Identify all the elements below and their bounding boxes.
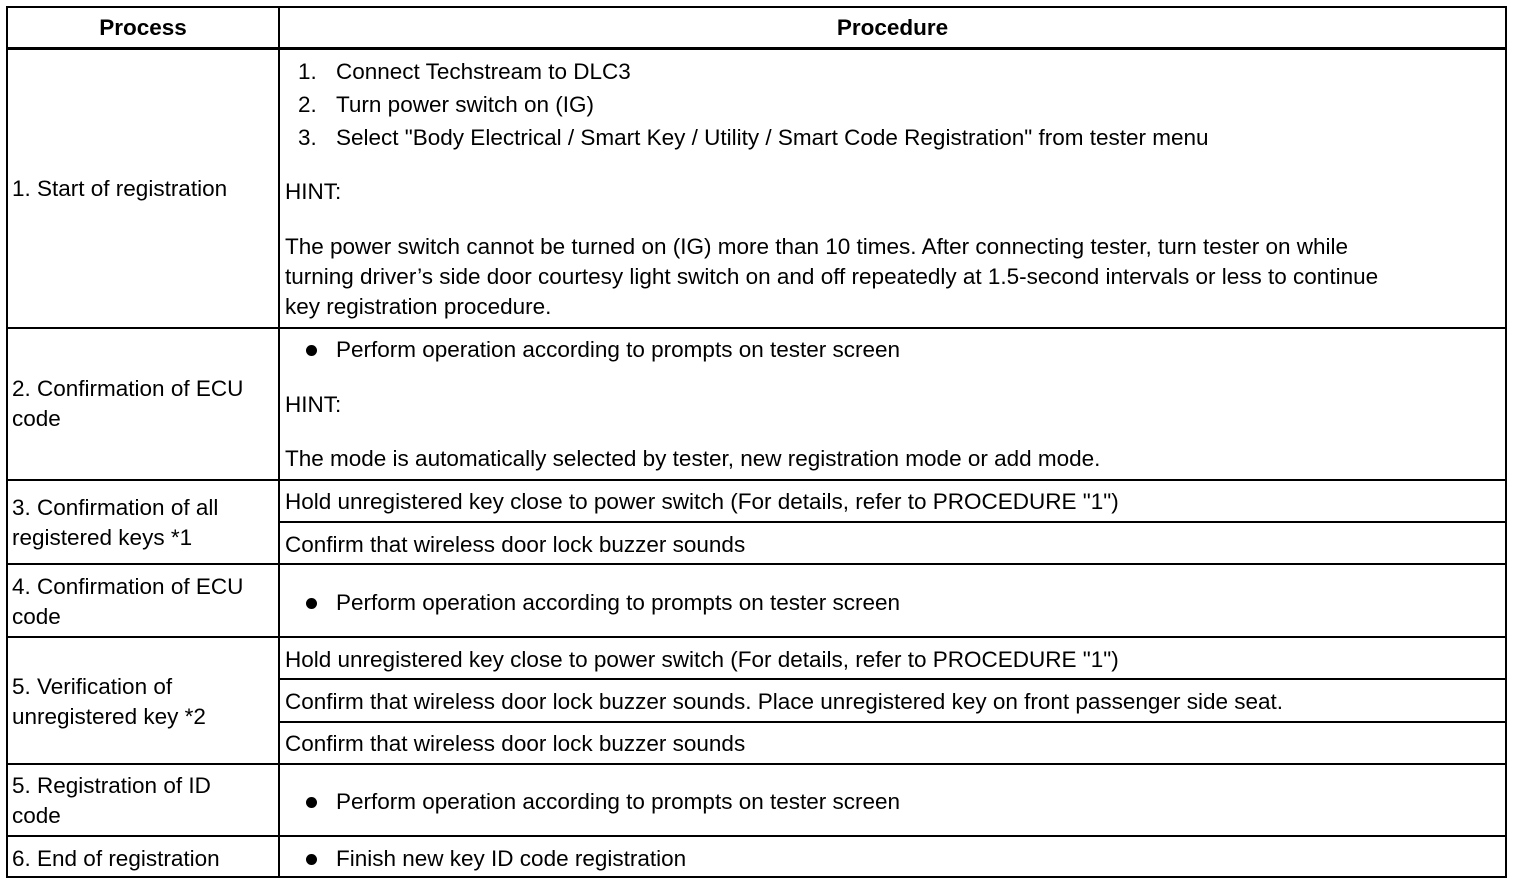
process-cell: 2. Confirmation of ECU (12, 376, 244, 401)
header-procedure: Procedure (836, 15, 949, 40)
header-divider (8, 47, 1505, 50)
bullet-text: Perform operation according to prompts on tester screen (336, 590, 901, 615)
step-number: 3. (298, 125, 317, 150)
procedure-text: Hold unregistered key close to power switch (For details, refer to PROCEDURE "1") (285, 489, 1119, 514)
process-cell: unregistered key *2 (12, 704, 206, 729)
process-cell: 3. Confirmation of all (12, 495, 219, 520)
hint-text: The power switch cannot be turned on (IG) more than 10 times. After connecting tester, turn tester on while (285, 234, 1349, 259)
process-cell: code (12, 406, 61, 431)
step-text: Turn power switch on (IG) (336, 92, 594, 117)
row-divider (8, 327, 1505, 329)
procedure-text: Confirm that wireless door lock buzzer sounds (285, 731, 746, 756)
row-divider (8, 563, 1505, 565)
step-text: Connect Techstream to DLC3 (336, 59, 631, 84)
process-cell: code (12, 604, 61, 629)
bullet-text: Perform operation according to prompts on tester screen (336, 789, 901, 814)
bullet-icon (306, 345, 317, 356)
procedure-text: Confirm that wireless door lock buzzer sounds (285, 532, 746, 557)
row-divider (8, 636, 1505, 638)
hint-text: The mode is automatically selected by tester, new registration mode or add mode. (285, 446, 1101, 471)
row-divider (8, 835, 1505, 837)
hint-text: key registration procedure. (285, 294, 552, 319)
step-number: 2. (298, 92, 317, 117)
hint-label: HINT: (285, 179, 342, 204)
procedure-text: Confirm that wireless door lock buzzer sounds. Place unregistered key on front passenger side seat. (285, 689, 1284, 714)
column-divider (278, 8, 280, 876)
process-cell: 4. Confirmation of ECU (12, 574, 244, 599)
sub-row-divider (278, 721, 1505, 723)
process-cell: code (12, 803, 61, 828)
process-cell: 6. End of registration (12, 846, 220, 871)
procedure-text: Hold unregistered key close to power switch (For details, refer to PROCEDURE "1") (285, 647, 1119, 672)
step-text: Select "Body Electrical / Smart Key / Utility / Smart Code Registration" from tester menu (336, 125, 1209, 150)
sub-row-divider (278, 521, 1505, 523)
row-divider (8, 479, 1505, 481)
process-cell: registered keys *1 (12, 525, 193, 550)
row-divider (8, 763, 1505, 765)
step-number: 1. (298, 59, 317, 84)
hint-label: HINT: (285, 392, 342, 417)
bullet-text: Perform operation according to prompts on tester screen (336, 337, 901, 362)
header-process: Process (99, 15, 187, 40)
sub-row-divider (278, 678, 1505, 680)
procedure-table (6, 6, 1507, 878)
bullet-text: Finish new key ID code registration (336, 846, 687, 871)
process-cell: 1. Start of registration (12, 176, 228, 201)
bullet-icon (306, 854, 317, 865)
process-cell: 5. Verification of (12, 674, 173, 699)
hint-text: turning driver’s side door courtesy light switch on and off repeatedly at 1.5-second intervals or less to continue (285, 264, 1379, 289)
bullet-icon (306, 598, 317, 609)
process-cell: 5. Registration of ID (12, 773, 211, 798)
bullet-icon (306, 797, 317, 808)
